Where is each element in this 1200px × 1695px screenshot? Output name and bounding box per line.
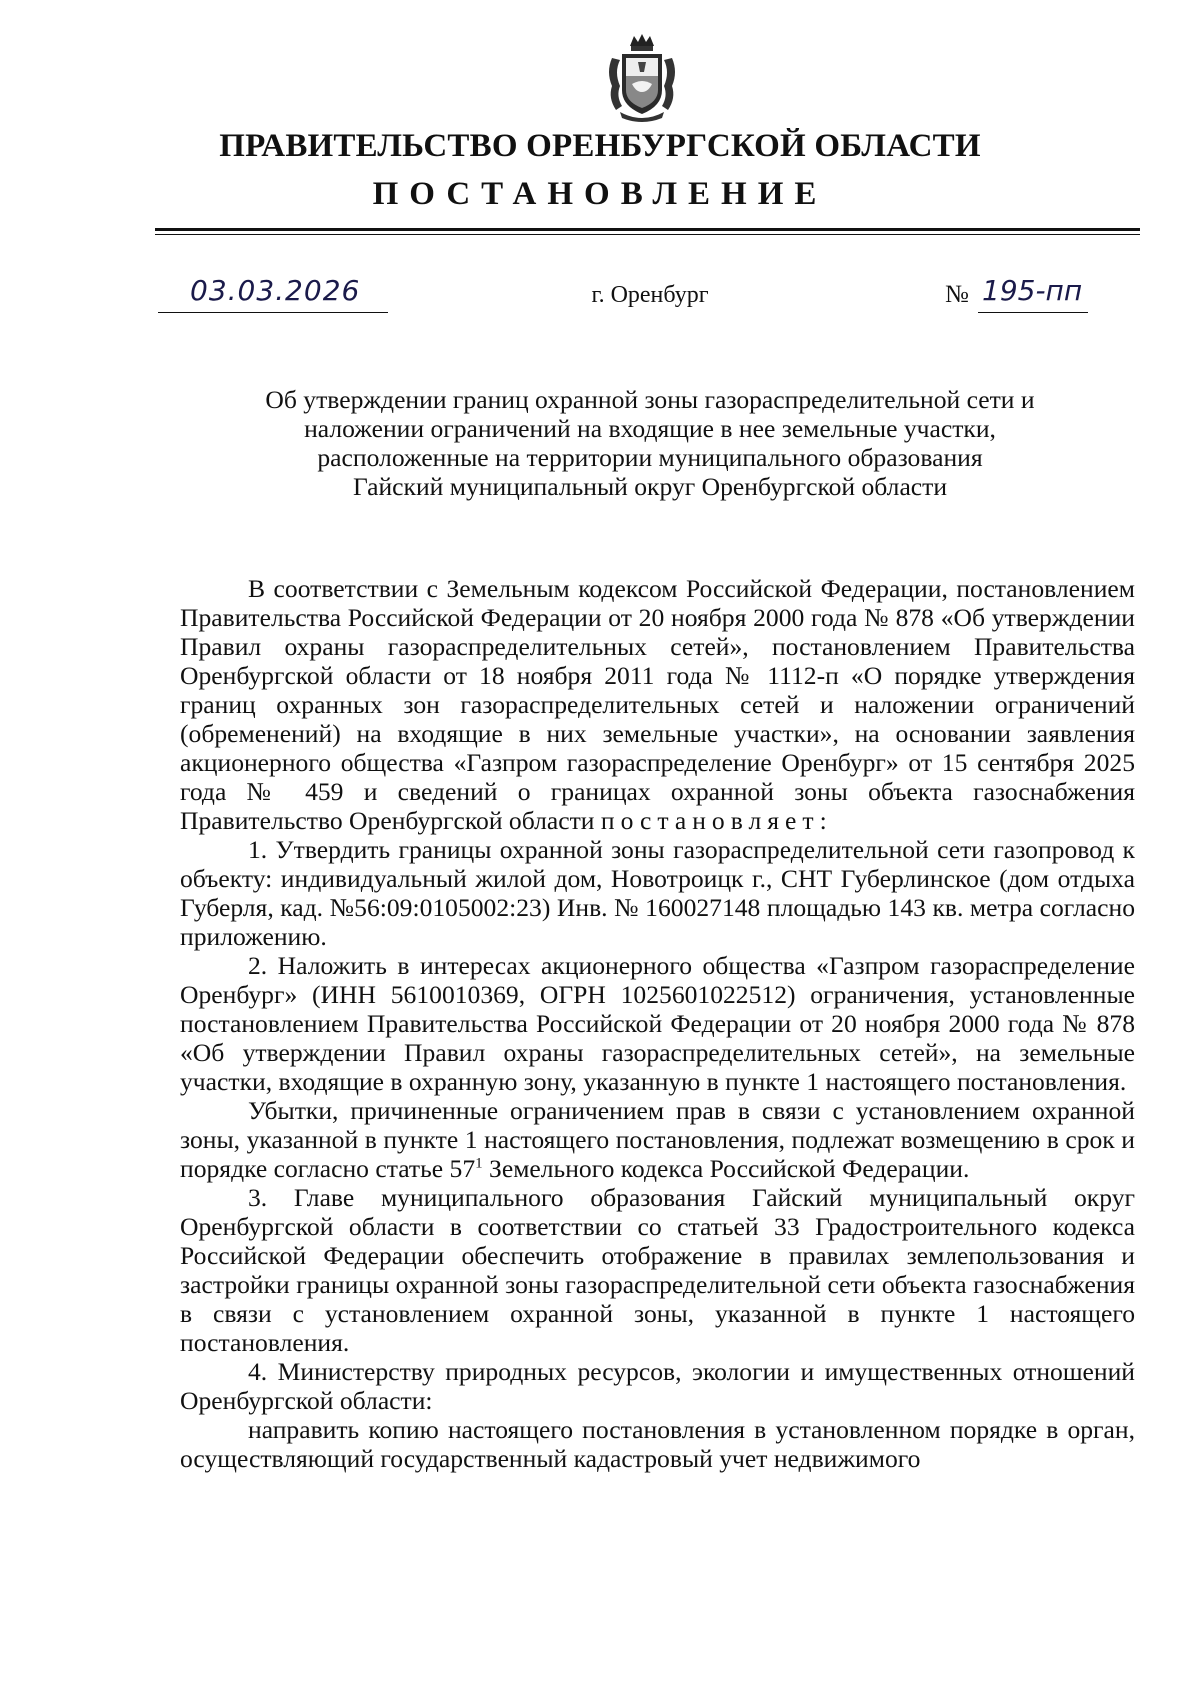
header-rule-thick bbox=[155, 228, 1140, 231]
paragraph-item-4-sub: направить копию настоящего постановления в установленном порядке в орган, осуществляющий государственный кадастровый учет недвижимого bbox=[180, 1415, 1135, 1473]
paragraph-item-2: 2. Наложить в интересах акционерного общества «Газпром газораспределение Оренбург» (ИНН 5610010369, ОГРН 1025601022512) ограничения, установленные постановлением Правительства Российской Федерации от 20 ноября 2000 года № 878 «Об утверждении Правил охраны газораспределительных сетей», на земельные участки, входящие в охранную зону, указанную в пункте 1 настоящего постановления. bbox=[180, 951, 1135, 1096]
paragraph-item-3: 3. Главе муниципального образования Гайский муниципальный округ Оренбургской области в соответствии со статьей 33 Градостроительного кодекса Российской Федерации обеспечить отображение в правилах землепользования и застройки границы охранной зоны газораспределительной сети объекта газоснабжения в связи с установлением охранной зоны, указанной в пункте 1 настоящего постановления. bbox=[180, 1183, 1135, 1357]
paragraph-losses bbox=[180, 1096, 1135, 1183]
subject-line: наложении ограничений на входящие в нее земельные участки, bbox=[304, 414, 996, 443]
document-type-title: ПОСТАНОВЛЕНИЕ bbox=[372, 176, 828, 212]
orenburg-coat-of-arms-icon bbox=[604, 32, 680, 124]
number-underline bbox=[978, 312, 1088, 313]
preamble-text: В соответствии с Земельным кодексом Российской Федерации, постановлением Правительства Российской Федерации от 20 ноября 2000 года № 878 «Об утверждении Правил охраны газораспределительных сетей», постановлением Правительства Оренбургской области от 18 ноября 2011 года № 1112-п «О порядке утверждения границ охранных зон газораспределительных сетей и наложении ограничений (обременений) на входящие в них земельные участки», на основании заявления акционерного общества «Газпром газораспределение Оренбург» от 15 сентября 2025 года № 459 и сведений о границах охранной зоны объекта газоснабжения Правительство Оренбургской области bbox=[180, 574, 1135, 835]
document-subject bbox=[170, 385, 1130, 501]
losses-text-end: Земельного кодекса Российской Федерации. bbox=[482, 1154, 970, 1183]
number-sign: № bbox=[945, 281, 969, 308]
subject-line: Об утверждении границ охранной зоны газораспределительной сети и bbox=[265, 385, 1035, 414]
document-city: г. Оренбург bbox=[591, 282, 709, 308]
subject-line: расположенные на территории муниципального образования bbox=[317, 443, 983, 472]
document-body bbox=[180, 574, 1135, 1473]
government-title: ПРАВИТЕЛЬСТВО ОРЕНБУРГСКОЙ ОБЛАСТИ bbox=[219, 128, 981, 164]
losses-text: Убытки, причиненные ограничением прав в связи с установлением охранной зоны, указанной в пункте 1 настоящего постановления, подлежат возмещению в срок и порядке согласно статье 57 bbox=[180, 1096, 1135, 1183]
paragraph-item-4: 4. Министерству природных ресурсов, экологии и имущественных отношений Оренбургской области: bbox=[180, 1357, 1135, 1415]
document-number: 195-пп bbox=[982, 274, 1083, 307]
coat-of-arms-emblem bbox=[604, 32, 680, 124]
decree-word: постановляет: bbox=[600, 806, 833, 835]
paragraph-preamble bbox=[180, 574, 1135, 835]
date-underline bbox=[158, 312, 388, 313]
document-date: 03.03.2026 bbox=[190, 274, 361, 307]
header-rule-thin bbox=[155, 234, 1140, 235]
subject-line: Гайский муниципальный округ Оренбургской области bbox=[352, 472, 948, 501]
paragraph-item-1: 1. Утвердить границы охранной зоны газораспределительной сети газопровод к объекту: индивидуальный жилой дом, Новотроицк г., СНТ Губерлинское (дом отдыха Губерля, кад. №56:09:0105002:23) Инв. № 160027148 площадью 143 кв. метра согласно приложению. bbox=[180, 835, 1135, 951]
article-superscript: 1 bbox=[475, 1155, 483, 1172]
